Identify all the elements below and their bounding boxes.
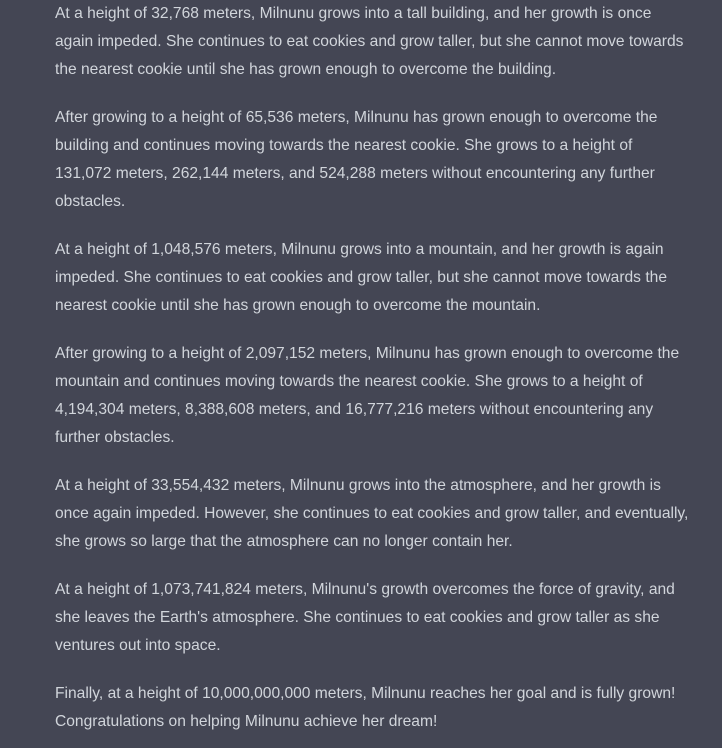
message-paragraph: At a height of 32,768 meters, Milnunu grows into a tall building, and her growth is once again impeded. She continues to eat cookies and grow taller, but she cannot move towards the nearest cookie until she has grown enough to overcome the building. — [55, 5, 684, 78]
message-paragraph: After growing to a height of 2,097,152 meters, Milnunu has grown enough to overcome the mountain and continues moving towards the nearest cookie. She grows to a height of 4,194,304 meters, 8,388,608 meters, and 16,777,216 meters without encountering any further obstacles. — [55, 345, 680, 446]
message-paragraph: At a height of 33,554,432 meters, Milnunu grows into the atmosphere, and her growth is once again impeded. However, she continues to eat cookies and grow taller, and eventually, she grows so large that the atmosphere can no longer contain her. — [55, 477, 689, 550]
message-paragraph: At a height of 1,048,576 meters, Milnunu grows into a mountain, and her growth is again impeded. She continues to eat cookies and grow taller, but she cannot move towards the nearest cookie until she has grown enough to overcome the mountain. — [55, 241, 667, 314]
message-paragraph: At a height of 1,073,741,824 meters, Milnunu's growth overcomes the force of gravity, and she leaves the Earth's atmosphere. She continues to eat cookies and grow taller as she ventures out into space. — [55, 581, 675, 654]
message-paragraph: Finally, at a height of 10,000,000,000 meters, Milnunu reaches her goal and is fully grown! Congratulations on helping Milnunu achieve her dream! — [55, 685, 676, 730]
message-paragraph: After growing to a height of 65,536 meters, Milnunu has grown enough to overcome the building and continues moving towards the nearest cookie. She grows to a height of 131,072 meters, 262,144 meters, and 524,288 meters without encountering any further obstacles. — [55, 109, 658, 210]
